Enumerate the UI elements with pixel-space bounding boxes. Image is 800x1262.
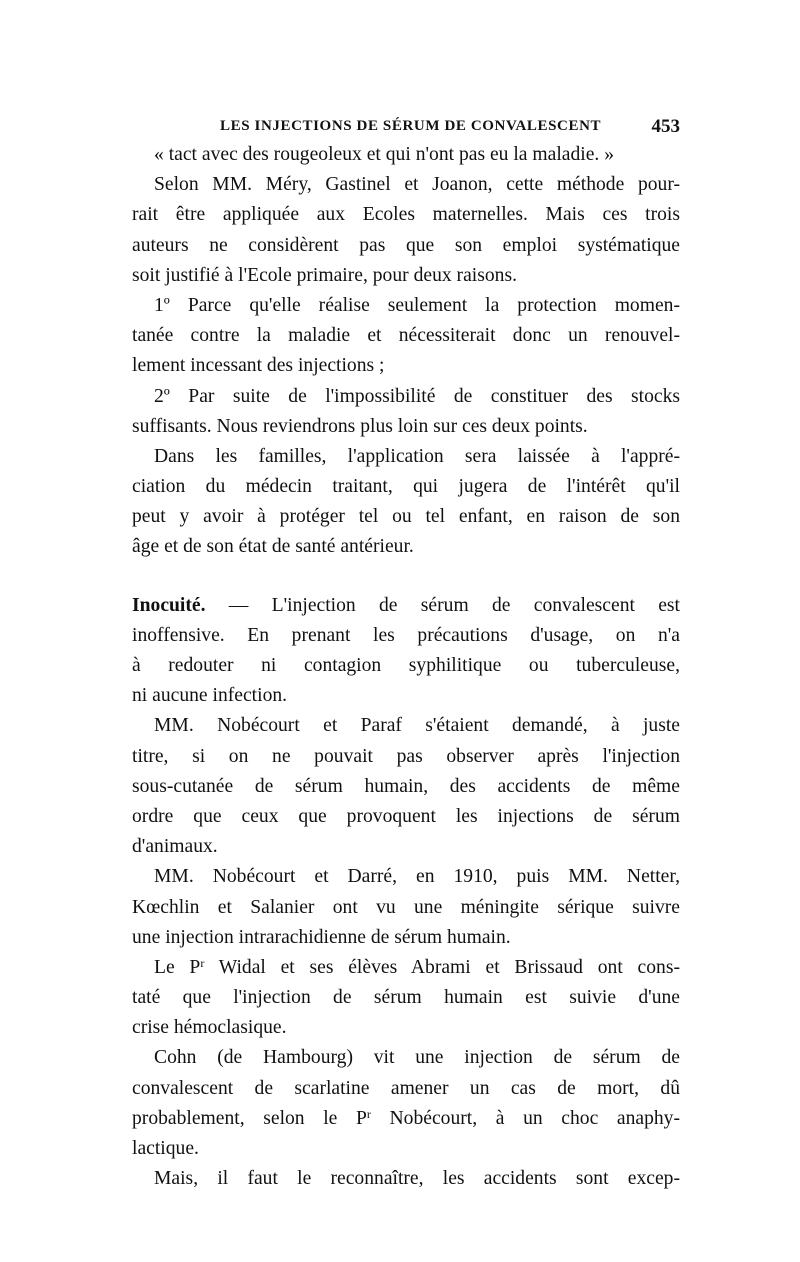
- text-line: peut y avoir à protéger tel ou tel enfant, en raison de son: [132, 506, 680, 528]
- text-line: lement incessant des injections ;: [132, 355, 385, 377]
- text-line: tanée contre la maladie et nécessiterait donc un renouvel-: [132, 325, 680, 347]
- section-heading: Inocuité.: [132, 594, 206, 616]
- text-line: taté que l'injection de sérum humain est suivie d'une: [132, 987, 680, 1009]
- text-line: convalescent de scarlatine amener un cas de mort, dû: [132, 1077, 680, 1099]
- section-gap: [132, 563, 680, 591]
- text-line: âge et de son état de santé antérieur.: [132, 536, 414, 558]
- text-span: probablement, selon le P: [132, 1107, 367, 1129]
- text-line: ciation du médecin traitant, qui jugera de l'intérêt qu'il: [132, 476, 680, 498]
- text-line: lactique.: [132, 1138, 199, 1159]
- text-line: crise hémoclasique.: [132, 1017, 287, 1039]
- text-line: inoffensive. En prenant les précautions d'usage, on n'a: [132, 624, 680, 646]
- text-span: Nobécourt, à un choc anaphy-: [370, 1107, 681, 1129]
- text-line: sous-cutanée de sérum humain, des accidents de même: [132, 775, 680, 797]
- text-line: une injection intrarachidienne de sérum humain.: [132, 926, 511, 948]
- text-line: d'animaux.: [132, 836, 218, 858]
- text-line: rait être appliquée aux Ecoles maternelles. Mais ces trois: [132, 204, 680, 226]
- text-line: Mais, il faut le reconnaître, les accidents sont excep-: [154, 1168, 680, 1190]
- text-line: [132, 1104, 680, 1134]
- text-span: Le P: [154, 956, 201, 978]
- text-line: 2º Par suite de l'impossibilité de constituer des stocks: [154, 385, 680, 407]
- text-line: Kœchlin et Salanier ont vu une méningite sérique suivre: [132, 896, 680, 918]
- text-span: Widal et ses élèves Abrami et Brissaud ont cons-: [204, 956, 680, 978]
- body-text: [132, 140, 680, 1194]
- text-line: MM. Nobécourt et Darré, en 1910, puis MM. Netter,: [154, 866, 680, 888]
- text-line: Selon MM. Méry, Gastinel et Joanon, cette méthode pour-: [154, 174, 680, 196]
- text-line: ni aucune infection.: [132, 685, 288, 707]
- running-header: [132, 118, 680, 140]
- text-line: suffisants. Nous reviendrons plus loin sur ces deux points.: [132, 415, 588, 437]
- text-line: MM. Nobécourt et Paraf s'étaient demandé, à juste: [154, 715, 680, 737]
- text-line: soit justifié à l'Ecole primaire, pour deux raisons.: [132, 264, 517, 286]
- text-line: 1º Parce qu'elle réalise seulement la protection momen-: [154, 294, 680, 316]
- running-title: LES INJECTIONS DE SÉRUM DE CONVALESCENT: [220, 118, 602, 134]
- text-line: Dans les familles, l'application sera laissée à l'appré-: [154, 445, 680, 467]
- page-number: 453: [651, 116, 680, 137]
- text-line: à redouter ni contagion syphilitique ou tuberculeuse,: [132, 655, 680, 676]
- text-span: — L'injection de sérum de convalescent est: [205, 594, 680, 616]
- text-line: Cohn (de Hambourg) vit une injection de sérum de: [154, 1047, 680, 1069]
- text-line: « tact avec des rougeoleux et qui n'ont pas eu la maladie. »: [154, 144, 615, 165]
- superscript: r: [200, 955, 205, 970]
- text-line: titre, si on ne pouvait pas observer après l'injection: [132, 745, 680, 767]
- text-line: ordre que ceux que provoquent les injections de sérum: [132, 805, 680, 827]
- superscript: r: [366, 1106, 371, 1121]
- text-line: auteurs ne considèrent pas que son emploi systématique: [132, 234, 680, 256]
- text-line: [132, 591, 680, 621]
- text-line: [132, 953, 680, 983]
